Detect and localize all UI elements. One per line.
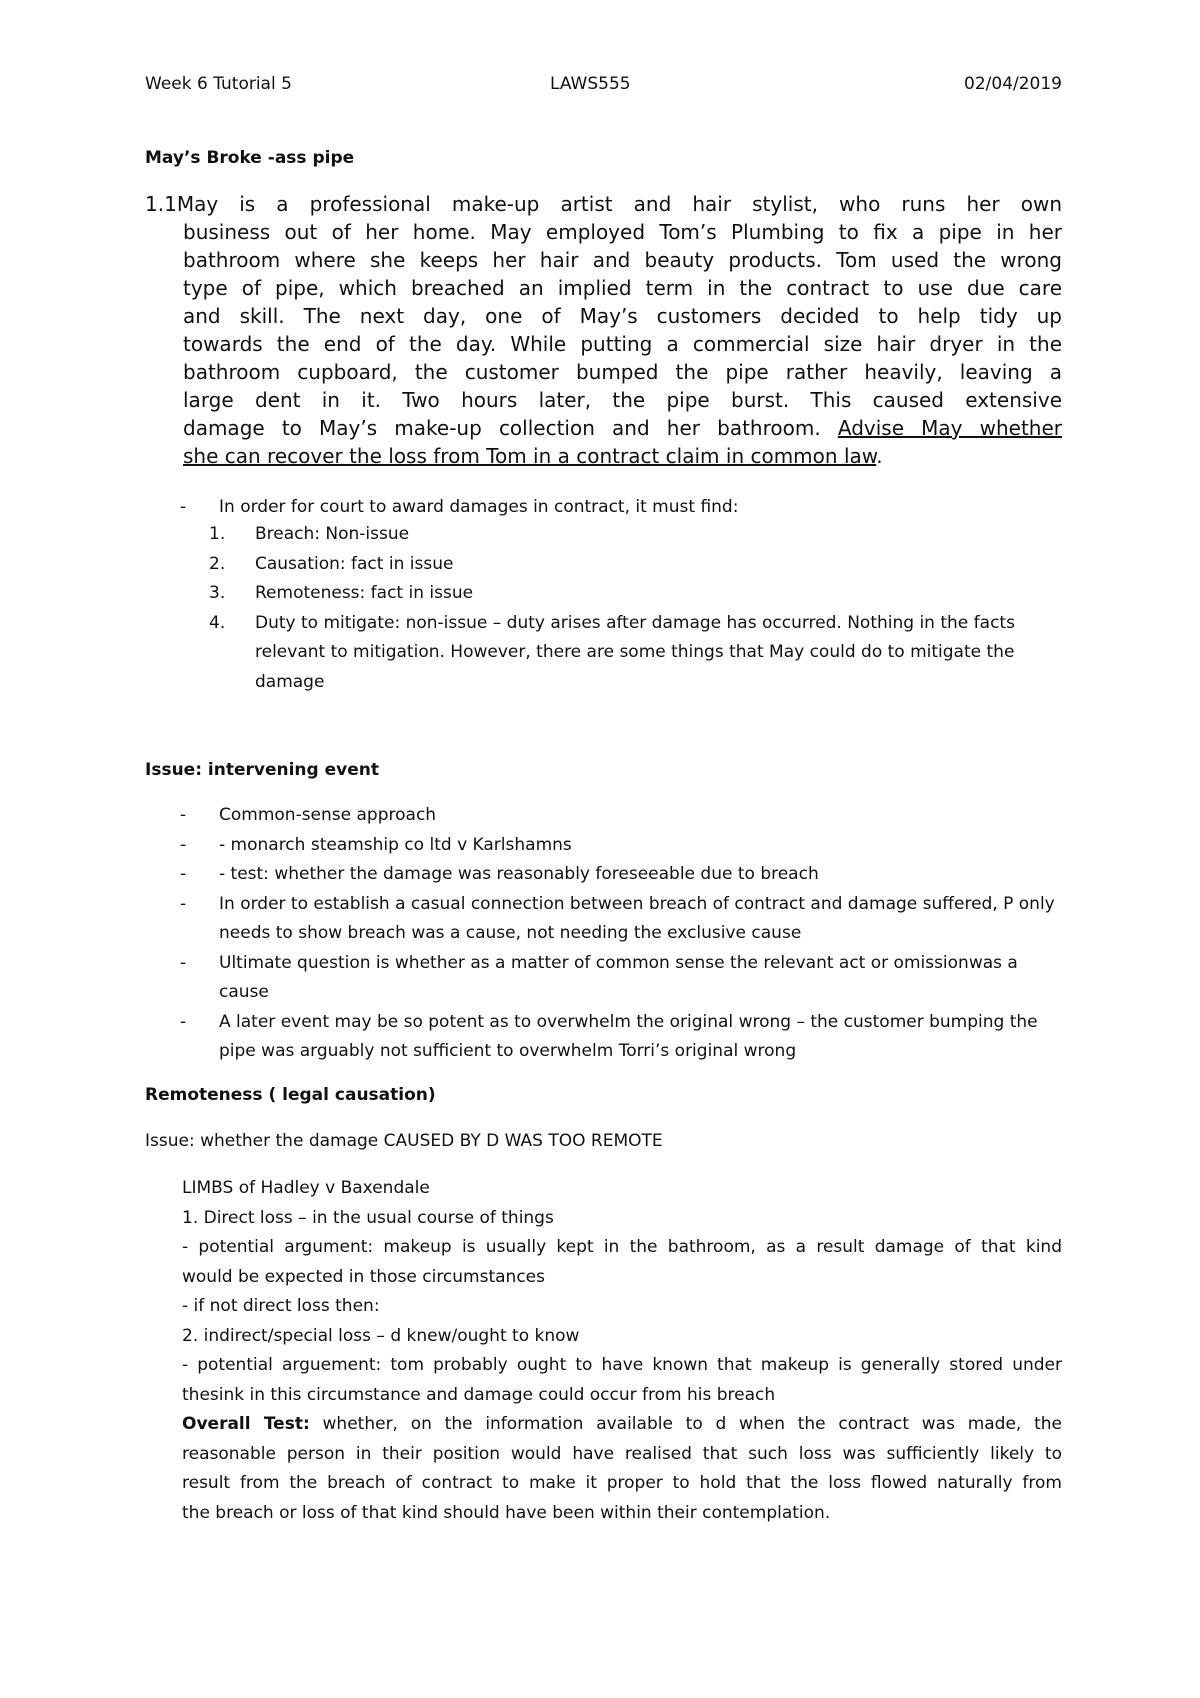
overall-test-line: the breach or loss of that kind should have been within their contemplation. — [182, 1502, 831, 1523]
intervening-heading: Issue: intervening event — [145, 760, 379, 780]
overall-test-line: result from the breach of contract to make it proper to hold that the loss flowed naturally from — [182, 1473, 1062, 1493]
list-item: 2. Causation: fact in issue — [209, 553, 454, 574]
limbs-section — [182, 1174, 1062, 1528]
question-line: 1.1May is a professional make-up artist and hair stylist, who runs her own — [145, 192, 1062, 216]
argument-line: - potential argument: makeup is usually kept in the bathroom, as a result damage of that kind — [182, 1237, 1062, 1257]
remoteness-issue: Issue: whether the damage CAUSED BY D WAS TOO REMOTE — [145, 1131, 663, 1151]
limb-direct-loss: 1. Direct loss – in the usual course of things — [182, 1207, 554, 1228]
header-course-code: LAWS555 — [550, 74, 631, 94]
overall-test-label: Overall Test: — [182, 1414, 310, 1434]
intervening-bullet-list — [180, 801, 1062, 1067]
list-item: - Ultimate question is whether as a matter of common sense the relevant act or omissionwas a cause — [180, 952, 1018, 1002]
question-line: business out of her home. May employed Tom’s Plumbing to fix a pipe in her — [183, 220, 1062, 244]
overall-test-line: Overall Test: whether, on the information available to d when the contract was made, the — [182, 1414, 1062, 1434]
limbs-title: LIMBS of Hadley v Baxendale — [182, 1178, 430, 1198]
list-item: - A later event may be so potent as to overwhelm the original wrong – the customer bumping the pipe was arguably not sufficient to overwhelm Torri’s original wrong — [180, 1011, 1038, 1061]
list-item: 4. Duty to mitigate: non-issue – duty arises after damage has occurred. Nothing in the facts relevant to mitigation. However, there are some things that May could do to mitigate the damage — [209, 612, 1015, 692]
overall-test-line: reasonable person in their position would have realised that such loss was sufficiently likely to — [182, 1443, 1062, 1464]
argument-line: - potential arguement: tom probably ought to have known that makeup is generally stored under — [182, 1355, 1062, 1375]
question-line: bathroom cupboard, the customer bumped the pipe rather heavily, leaving a — [183, 360, 1062, 384]
question-line: damage to May’s make-up collection and her bathroom. Advise May whether — [183, 416, 1063, 440]
elements-numbered-list — [209, 520, 1062, 697]
question-line: bathroom where she keeps her hair and beauty products. Tom used the wrong — [183, 248, 1062, 272]
list-item: 1. Breach: Non-issue — [209, 524, 410, 544]
document-title: May’s Broke -ass pipe — [145, 148, 355, 168]
question-line: towards the end of the day. While putting a commercial size hair dryer in the — [183, 332, 1062, 356]
question-line: type of pipe, which breached an implied term in the contract to use due care — [183, 276, 1062, 300]
limb-indirect-loss: 2. indirect/special loss – d knew/ought to know — [182, 1325, 580, 1346]
page-header — [145, 74, 1062, 102]
list-item: - - monarch steamship co ltd v Karlshamns — [180, 834, 572, 855]
question-number: 1.1 — [145, 192, 177, 216]
argument-line: thesink in this circumstance and damage could occur from his breach — [182, 1384, 776, 1405]
question-line: large dent in it. Two hours later, the pipe burst. This caused extensive — [183, 388, 1062, 412]
header-date: 02/04/2019 — [964, 74, 1062, 94]
argument-line: would be expected in those circumstances — [182, 1266, 545, 1287]
if-not-line: - if not direct loss then: — [182, 1296, 380, 1316]
list-item: - In order to establish a casual connection between breach of contract and damage suffered, P only needs to show breach was a cause, not needing the exclusive cause — [180, 893, 1055, 943]
list-item: - Common-sense approach — [180, 805, 437, 825]
header-week: Week 6 Tutorial 5 — [145, 74, 292, 94]
remoteness-heading: Remoteness ( legal causation) — [145, 1085, 436, 1105]
question-line: she can recover the loss from Tom in a contract claim in common law. — [183, 444, 883, 468]
question-task-underlined: Advise May whether — [837, 416, 1063, 440]
list-item: - - test: whether the damage was reasonably foreseeable due to breach — [180, 864, 819, 884]
intro-bullet-list — [180, 493, 1062, 523]
question-line: and skill. The next day, one of May’s customers decided to help tidy up — [183, 304, 1062, 328]
question-task-underlined: she can recover the loss from Tom in a contract claim in common law — [183, 444, 877, 468]
list-item: 3. Remoteness: fact in issue — [209, 583, 474, 603]
question-block — [145, 190, 1062, 470]
list-item: - In order for court to award damages in contract, it must find: — [180, 497, 739, 517]
